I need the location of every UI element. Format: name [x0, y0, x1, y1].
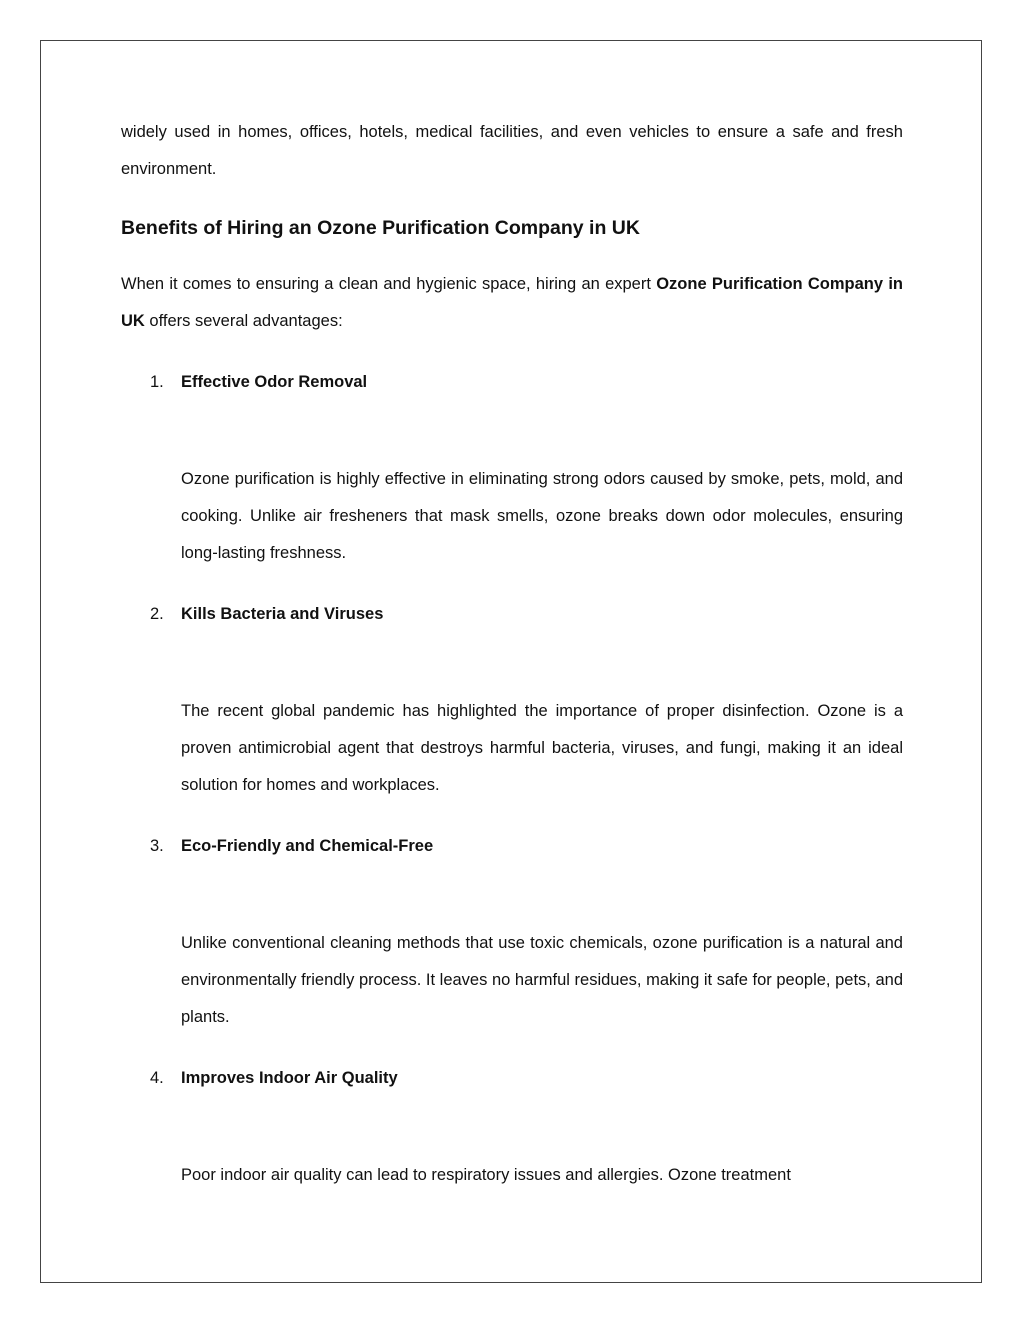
- list-item: [121, 364, 903, 572]
- lead-text-end: offers several advantages:: [144, 312, 343, 330]
- lead-paragraph: [121, 266, 903, 340]
- list-item: [121, 1060, 903, 1194]
- list-item-title: Improves Indoor Air Quality: [181, 1069, 398, 1087]
- lead-text-start: When it comes to ensuring a clean and hygienic space, hiring an expert: [121, 275, 657, 293]
- lead-bold-company: Ozone Purification Company in UK: [121, 275, 903, 330]
- list-item-title: Kills Bacteria and Viruses: [181, 605, 384, 623]
- list-item-number: 1.: [150, 373, 164, 391]
- document-content: [121, 114, 903, 1218]
- list-item-body: Unlike conventional cleaning methods that use toxic chemicals, ozone purification is a natural and environmentally friendly process. It leaves no harmful residues, making it safe for people, pets, and plants.: [181, 934, 903, 1026]
- list-item-body: The recent global pandemic has highlighted the importance of proper disinfection. Ozone is a proven antimicrobial agent that destroys harmful bacteria, viruses, and fungi, making it an ideal solution for homes and workplaces.: [181, 702, 903, 794]
- list-item: [121, 596, 903, 804]
- list-item-title: Effective Odor Removal: [181, 373, 368, 391]
- list-item-title: Eco-Friendly and Chemical-Free: [181, 837, 434, 855]
- list-item: [121, 828, 903, 1036]
- intro-paragraph: widely used in homes, offices, hotels, medical facilities, and even vehicles to ensure a safe and fresh environment.: [121, 123, 903, 178]
- benefits-list: [121, 364, 903, 1194]
- list-item-body: Poor indoor air quality can lead to respiratory issues and allergies. Ozone treatment: [181, 1166, 791, 1184]
- list-item-number: 2.: [150, 605, 164, 623]
- list-item-body: Ozone purification is highly effective in eliminating strong odors caused by smoke, pets, mold, and cooking. Unlike air fresheners that mask smells, ozone breaks down odor molecules, ensuring long-lasting freshness.: [181, 470, 903, 562]
- list-item-number: 3.: [150, 837, 164, 855]
- section-heading: Benefits of Hiring an Ozone Purification Company in UK: [121, 217, 640, 239]
- list-item-number: 4.: [150, 1069, 164, 1087]
